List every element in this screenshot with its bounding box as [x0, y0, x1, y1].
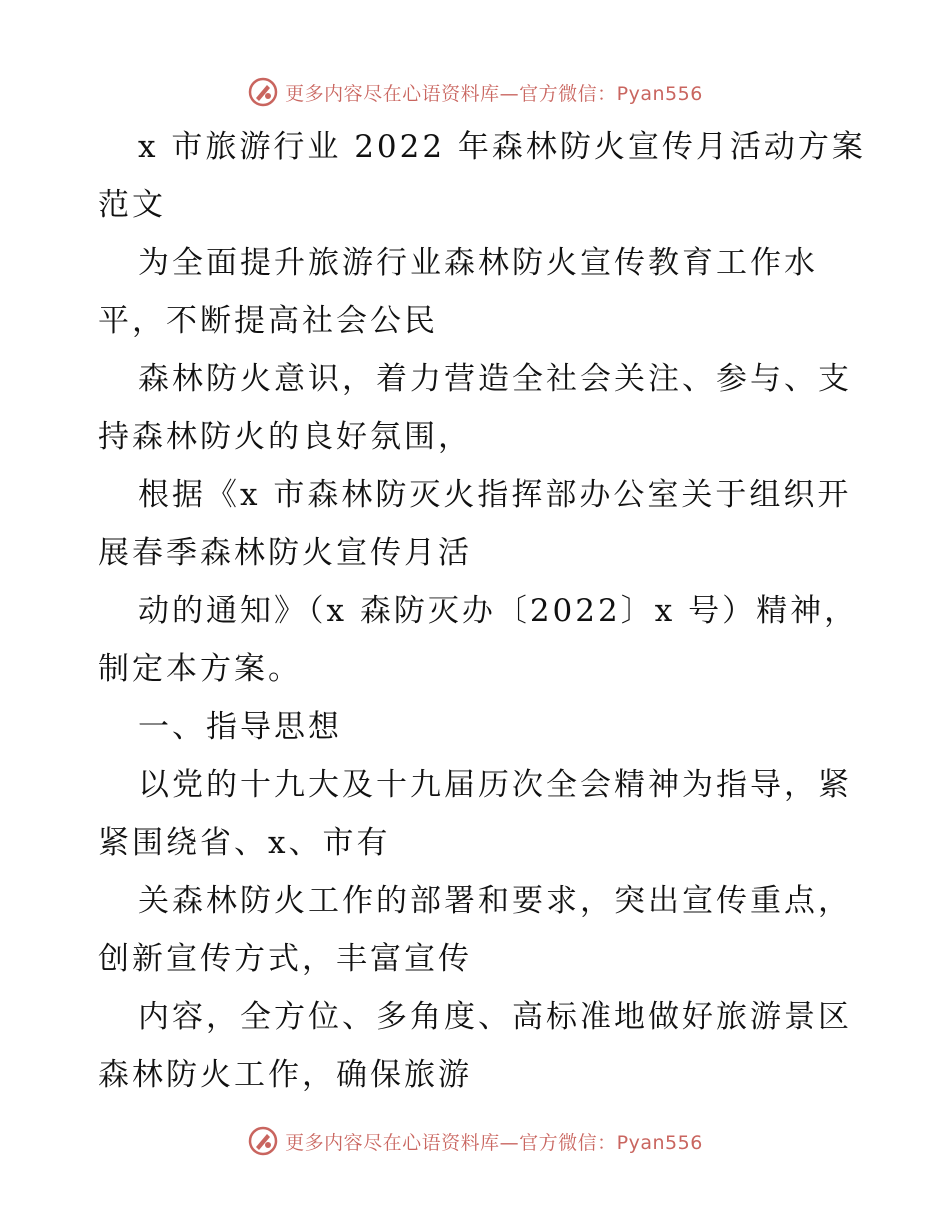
watermark-text: 更多内容尽在心语资料库—官方微信：Pyan556 [285, 1131, 703, 1154]
text-line: 森林防火工作，确保旅游 [98, 1057, 472, 1093]
text-line: 为全面提升旅游行业森林防火宣传教育工作水 [138, 245, 818, 281]
text-line: 以党的十九大及十九届历次全会精神为指导，紧 [138, 767, 852, 803]
text-line: 展春季森林防火宣传月活 [98, 535, 472, 571]
document-title-line: x 市旅游行业 2022 年森林防火宣传月活动方案 [138, 129, 866, 165]
brand-logo-icon [247, 1125, 279, 1157]
text-line: 制定本方案。 [98, 651, 302, 687]
header-watermark [0, 72, 950, 112]
document-body [98, 118, 866, 1104]
watermark-text: 更多内容尽在心语资料库—官方微信：Pyan556 [285, 82, 703, 105]
text-line: 平，不断提高社会公民 [98, 303, 438, 339]
text-line: 关森林防火工作的部署和要求，突出宣传重点， [138, 883, 852, 919]
text-line: 动的通知》（x 森防灭办〔2022〕x 号）精神， [138, 593, 859, 629]
text-line: 一、指导思想 [138, 709, 342, 745]
text-line: 创新宣传方式，丰富宣传 [98, 941, 472, 977]
document-title-line: 范文 [98, 187, 166, 223]
text-line: 紧围绕省、x、市有 [98, 825, 391, 861]
brand-logo-icon [247, 76, 279, 108]
text-line: 持森林防火的良好氛围， [98, 419, 472, 455]
text-line: 内容，全方位、多角度、高标准地做好旅游景区 [138, 999, 852, 1035]
text-line: 森林防火意识，着力营造全社会关注、参与、支 [138, 361, 852, 397]
footer-watermark [0, 1121, 950, 1161]
text-line: 根据《x 市森林防灭火指挥部办公室关于组织开 [138, 477, 852, 513]
